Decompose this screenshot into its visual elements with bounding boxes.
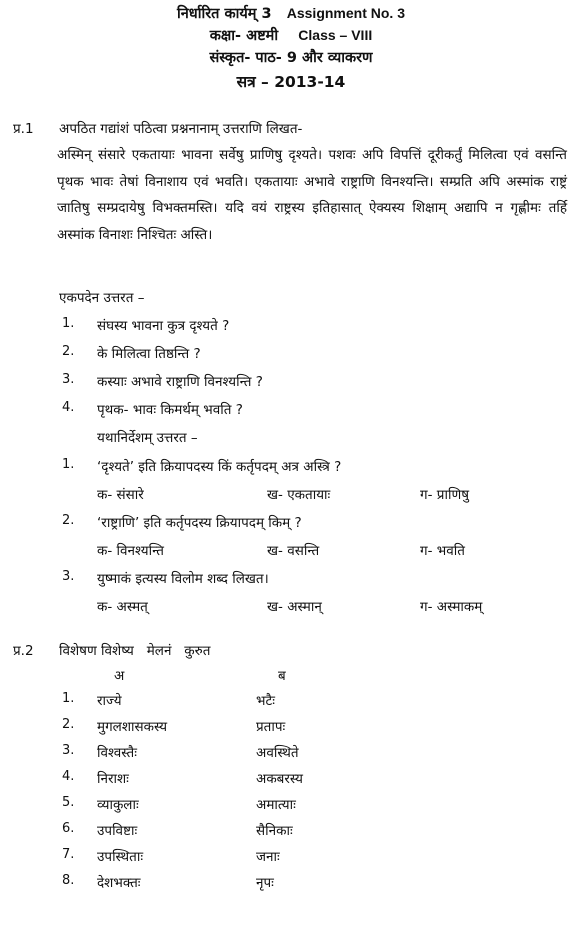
part-b-item-3-option-b: ख- अस्मान् bbox=[267, 599, 322, 615]
q2-number: प्र.2 bbox=[13, 643, 34, 659]
header-line-2 bbox=[0, 25, 582, 45]
part-b-item-2: ‘राष्ट्राणि’ इति कर्तृपदस्य क्रियापदम् किम् ? bbox=[97, 515, 302, 531]
match-row-1-b: भटैः bbox=[256, 693, 276, 709]
part-b-item-2-number: 2. bbox=[62, 513, 75, 528]
match-row-3-b: अवस्थिते bbox=[256, 745, 299, 761]
match-row-8-number: 8. bbox=[62, 873, 75, 888]
header-subject: संस्कृत- पाठ- 9 और व्याकरण bbox=[209, 50, 373, 66]
match-row-5-b: अमात्याः bbox=[256, 797, 296, 813]
part-b-title: यथानिर्देशम् उत्तरत – bbox=[97, 430, 198, 446]
match-row-4-b: अकबरस्य bbox=[256, 771, 303, 787]
match-row-1-number: 1. bbox=[62, 691, 75, 706]
match-row-4-number: 4. bbox=[62, 769, 75, 784]
part-b-item-1: ‘दृश्यते’ इति क्रियापदस्य किं कर्तृपदम् अत्र अस्त्रि ? bbox=[97, 459, 342, 475]
q2-instruction: विशेषण विशेष्य मेलनं कुरुत bbox=[59, 643, 211, 659]
header-title-english: Assignment No. 3 bbox=[286, 5, 405, 21]
part-a-item-3: कस्याः अभावे राष्ट्राणि विनश्यन्ति ? bbox=[97, 374, 263, 390]
match-row-6-b: सैनिकाः bbox=[256, 823, 293, 839]
match-row-8-b: नृपः bbox=[256, 875, 274, 891]
header-class-hindi: कक्षा- अष्टमी bbox=[209, 28, 279, 44]
match-row-7-number: 7. bbox=[62, 847, 75, 862]
column-a-heading: अ bbox=[114, 668, 125, 684]
part-a-item-2: के मिलित्वा तिष्ठन्ति ? bbox=[97, 346, 201, 362]
match-row-3-a: विश्वस्तैः bbox=[97, 745, 137, 761]
column-b-heading: ब bbox=[278, 668, 286, 684]
match-row-3-number: 3. bbox=[62, 743, 75, 758]
part-b-item-3-option-c: ग- अस्माकम् bbox=[420, 599, 483, 615]
part-b-item-1-option-c: ग- प्राणिषु bbox=[420, 487, 470, 503]
match-row-6-number: 6. bbox=[62, 821, 75, 836]
header-class-english: Class – VIII bbox=[298, 27, 373, 43]
q1-instruction: अपठित गद्यांशं पठित्वा प्रश्ननानाम् उत्तराणि लिखत- bbox=[59, 121, 303, 137]
part-b-item-2-option-b: ख- वसन्ति bbox=[267, 543, 320, 559]
part-a-item-4: पृथक- भावः किमर्थम् भवति ? bbox=[97, 402, 243, 418]
match-row-7-b: जनाः bbox=[256, 849, 280, 865]
header-title-hindi: निर्धारित कार्यम् 3 bbox=[177, 6, 272, 22]
match-row-5-a: व्याकुलाः bbox=[97, 797, 139, 813]
part-b-item-2-option-c: ग- भवति bbox=[420, 543, 465, 559]
match-row-4-a: निराशः bbox=[97, 771, 129, 787]
match-row-2-number: 2. bbox=[62, 717, 75, 732]
header-line-1 bbox=[0, 3, 582, 23]
match-row-6-a: उपविष्टाः bbox=[97, 823, 138, 839]
q1-number: प्र.1 bbox=[13, 121, 34, 137]
match-row-2-b: प्रतापः bbox=[256, 719, 286, 735]
part-a-item-1: संघस्य भावना कुत्र दृश्यते ? bbox=[97, 318, 230, 334]
part-b-item-1-number: 1. bbox=[62, 457, 75, 472]
match-row-2-a: मुगलशासकस्य bbox=[97, 719, 168, 735]
part-a-item-3-number: 3. bbox=[62, 372, 75, 387]
match-row-8-a: देशभक्तः bbox=[97, 875, 141, 891]
q1-passage: अस्मिन् संसारे एकतायाः भावना सर्वेषु प्राणिषु दृश्यते। पशवः अपि विपत्तिं दूरीकर्तुं मिलित्वा एवं वसन्ति पृथक भावः तेषां विनाशाय एवं भवति। एकतायाः अभावे राष्ट्राणि विनश्यन्ति। सम्प्रति अपि अस्मांक राष्ट्रं जातिषु सम्प्रदायेषु विभक्तमस्ति। यदि वयं राष्ट्रस्य इतिहासात् ऐक्यस्य शिक्षाम् अद्यापि न गृह्णीमः तर्हि अस्मांक विनाशः निश्चितः अस्ति। bbox=[57, 147, 567, 243]
part-a-item-2-number: 2. bbox=[62, 344, 75, 359]
part-a-item-1-number: 1. bbox=[62, 316, 75, 331]
part-b-item-3: युष्माकं इत्यस्य विलोम शब्द लिखत। bbox=[97, 571, 269, 587]
part-b-item-1-option-a: क- संसारे bbox=[97, 487, 144, 503]
header-session: सत्र – 2013-14 bbox=[236, 73, 346, 91]
part-a-title: एकपदेन उत्तरत – bbox=[59, 290, 145, 306]
part-b-item-2-option-a: क- विनश्यन्ति bbox=[97, 543, 164, 559]
match-row-5-number: 5. bbox=[62, 795, 75, 810]
part-b-item-3-option-a: क- अस्मत् bbox=[97, 599, 148, 615]
match-row-1-a: राज्ये bbox=[97, 693, 122, 709]
match-row-7-a: उपस्थिताः bbox=[97, 849, 144, 865]
part-a-item-4-number: 4. bbox=[62, 400, 75, 415]
part-b-item-3-number: 3. bbox=[62, 569, 75, 584]
part-b-item-1-option-b: ख- एकतायाः bbox=[267, 487, 331, 503]
